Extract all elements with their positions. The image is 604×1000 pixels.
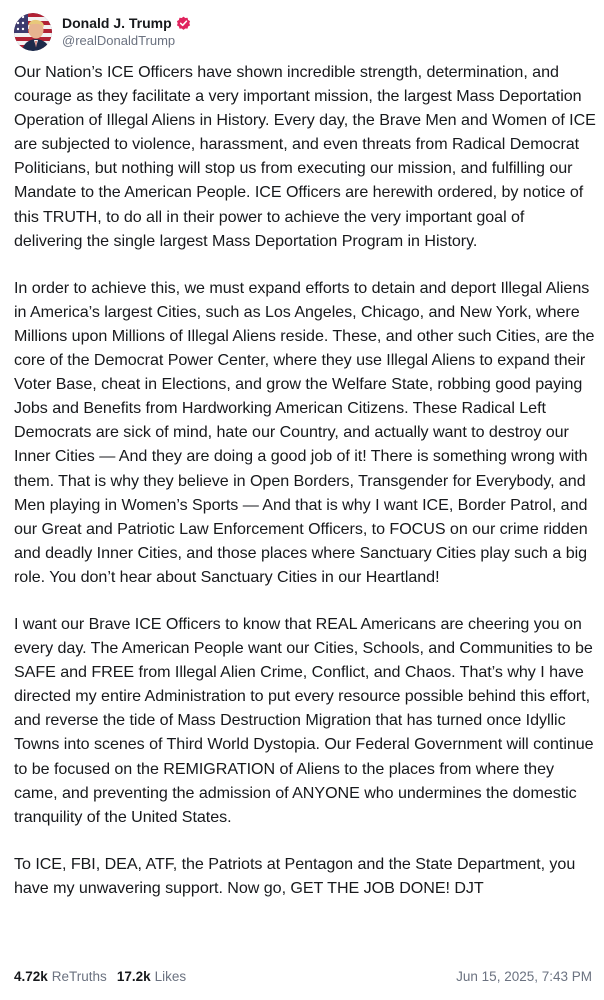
retruths-stat[interactable] [14,969,107,984]
post-content [14,60,596,923]
post-timestamp[interactable]: Jun 15, 2025, 7:43 PM [456,968,592,984]
verified-badge-icon [176,16,191,31]
post-paragraph-4: To ICE, FBI, DEA, ATF, the Patriots at Pentagon and the State Department, you have my unwavering support. Now go, GET THE JOB DONE! DJT [14,854,576,897]
retruths-label: ReTruths [51,968,107,984]
post-stats [14,969,186,984]
profile-avatar[interactable] [14,13,52,51]
post-footer [14,966,592,986]
post-header [14,12,191,52]
retruths-count: 4.72k [14,968,48,984]
likes-label: Likes [154,968,187,984]
avatar-image [14,13,52,51]
author-name-row [62,14,191,32]
likes-count: 17.2k [116,968,151,984]
post-paragraph-2: In order to achieve this, we must expand efforts to detain and deport Illegal Aliens in America’s largest Cities, such as Los Angeles, Chicago, and New York, where Millions upon Millions of Illegal Aliens reside. These, and other such Cities, are the core of the Democrat Power Center, where they use Illegal Aliens to expand their Voter Base, cheat in Elections, and grow the Welfare State, robbing good paying Jobs and Benefits from Hardworking American Citizens. These Radical Left Democrats are sick of mind, hate our Country, and actually want to destroy our Inner Cities — And they are doing a good job of it! There is something wrong with them. That is why they believe in Open Borders, Transgender for Everybody, and Men playing in Women’s Sports — And that is why I want ICE, Border Patrol, and our Great and Patriotic Law Enforcement Officers, to FOCUS on our crime ridden and deadly Inner Cities, and those places where Sanctuary Cities play such a big role. You don’t hear about Sanctuary Cities in our Heartland! [14,278,595,586]
post-paragraph-3: I want our Brave ICE Officers to know that REAL Americans are cheering you on every day. The American People want our Cities, Schools, and Communities to be SAFE and FREE from Illegal Alien Crime, Conflict, and Chaos. That’s why I have directed my entire Administration to put every resource possible behind this effort, and reverse the tide of Mass Destruction Migration that has turned once Idyllic Towns into scenes of Third World Dystopia. Our Federal Government will continue to be focused on the REMIGRATION of Aliens to the places from where they came, and preventing the admission of ANYONE who undermines the domestic tranquility of the United States. [14,614,594,826]
author-info [62,14,191,50]
likes-stat[interactable] [117,969,186,984]
author-handle[interactable]: @realDonaldTrump [62,33,176,48]
author-display-name[interactable]: Donald J. Trump [62,15,172,31]
post-paragraph-1: Our Nation’s ICE Officers have shown incredible strength, determination, and courage as they facilitate a very important mission, the largest Mass Deportation Operation of Illegal Aliens in History. Every day, the Brave Men and Women of ICE are subjected to violence, harassment, and even threats from Radical Democrat Politicians, but nothing will stop us from executing our mission, and fulfilling our Mandate to the American People. ICE Officers are herewith ordered, by notice of this TRUTH, to do all in their power to achieve the very important goal of delivering the single largest Mass Deportation Program in History. [14,63,596,250]
